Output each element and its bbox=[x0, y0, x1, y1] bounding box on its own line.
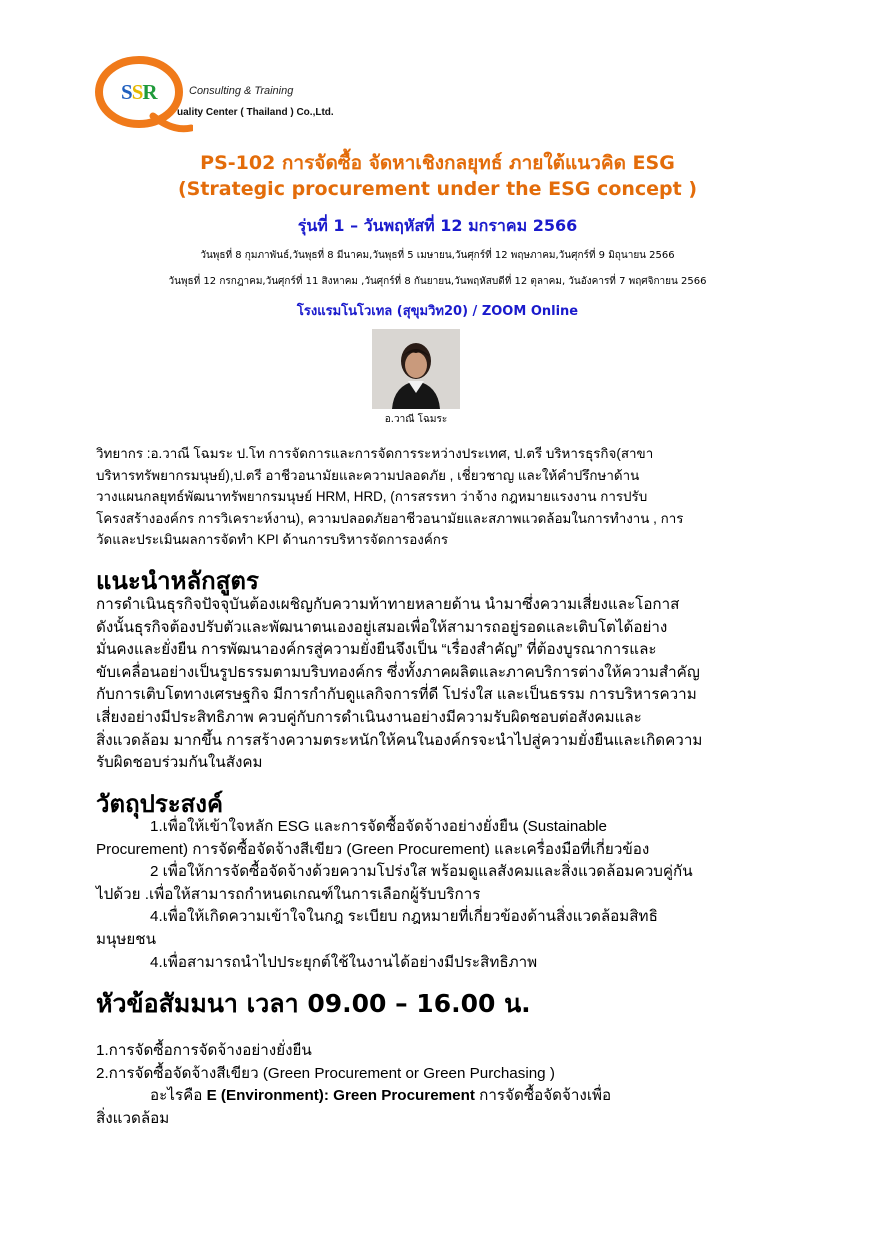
objectives-heading: วัตถุประสงค์ bbox=[96, 790, 224, 818]
topic-note-suffix: การจัดซื้อจัดจ้างเพื่อ bbox=[474, 1087, 612, 1105]
logo-tagline: Consulting & Training bbox=[189, 85, 294, 97]
objectives-list bbox=[96, 816, 796, 974]
topic-note-bold: E (Environment): Green Procurement bbox=[206, 1087, 475, 1105]
intro-line: ดังนั้นธุรกิจต้องปรับตัวและพัฒนาตนเองอยู่เสมอเพื่อให้สามารถอยู่รอดและเติบโตได้อย่าง bbox=[96, 618, 668, 636]
objective-item: 4.เพื่อสามารถนำไปประยุกต์ใช้ในงานได้อย่างมีประสิทธิภาพ bbox=[150, 953, 538, 971]
objective-item: 1.เพื่อให้เข้าใจหลัก ESG และการจัดซื้อจัดจ้างอย่างยั่งยืน (Sustainable bbox=[150, 818, 607, 835]
intro-line: มั่นคงและยั่งยืน การพัฒนาองค์กรสู่ความยั่งยืนจึงเป็น “เรื่องสำคัญ” ที่ต้องบูรณาการและ bbox=[96, 641, 657, 659]
topic-note bbox=[96, 1085, 796, 1108]
intro-line: ขับเคลื่อนอย่างเป็นรูปธรรมตามบริบทองค์กร ซึ่งทั้งภาคผลิตและภาคบริการต่างให้ความสำคัญ bbox=[96, 663, 700, 681]
intro-line: รับผิดชอบร่วมกันในสังคม bbox=[96, 754, 263, 772]
bio-line: บริหารทรัพยากรมนุษย์),ป.ตรี อาชีวอนามัยและความปลอดภัย , เชี่ยวชาญ และให้คำปรึกษาด้าน bbox=[96, 467, 640, 483]
intro-line: การดำเนินธุรกิจปัจจุบันต้องเผชิญกับความท้าทายหลายด้าน นำมาซึ่งความเสี่ยงและโอกาส bbox=[96, 596, 680, 613]
bio-line: วางแผนกลยุทธ์พัฒนาทรัพยากรมนุษย์ HRM, HRD, (การสรรหา ว่าจ้าง กฎหมายแรงงาน การปรับ bbox=[96, 489, 648, 504]
intro-line: กับการเติบโตทางเศรษฐกิจ มีการกำกับดูแลกิจการที่ดี โปร่งใส และเป็นธรรม การบริหารความ bbox=[96, 686, 697, 704]
speaker-caption: อ.วาณี โฉมระ bbox=[384, 414, 448, 425]
logo-company-name: uality Center ( Thailand ) Co.,Ltd. bbox=[177, 107, 334, 118]
course-title-en: (Strategic procurement under the ESG concept ) bbox=[177, 178, 698, 200]
company-logo bbox=[93, 54, 363, 134]
topics-list bbox=[96, 1040, 796, 1130]
session-date: รุ่นที่ 1 – วันพฤหัสที่ 12 มกราคม 2566 bbox=[297, 216, 578, 235]
objective-item: 2 เพื่อให้การจัดซื้อจัดจ้างด้วยความโปร่งใส พร้อมดูแลสังคมและสิ่งแวดล้อมควบคู่กัน bbox=[150, 863, 693, 881]
objective-item-cont: ไปด้วย .เพื่อให้สามารถกำหนดเกณฑ์ในการเลือกผู้รับบริการ bbox=[96, 885, 481, 903]
intro-paragraph bbox=[96, 594, 796, 775]
intro-line: เสี่ยงอย่างมีประสิทธิภาพ ควบคู่กับการดำเนินงานอย่างมีความรับผิดชอบต่อสังคมและ bbox=[96, 708, 642, 726]
topic-note-prefix: อะไรคือ bbox=[150, 1087, 207, 1105]
objective-item-cont: Procurement) การจัดซื้อจัดจ้างสีเขียว (Green Procurement) และเครื่องมือที่เกี่ยวข้อง bbox=[96, 840, 650, 858]
schedule-dates-line-2: วันพุธที่ 12 กรกฎาคม,วันศุกร์ที่ 11 สิงหาคม ,วันศุกร์ที่ 8 กันยายน,วันพฤหัสบดีที่ 12 ตุลาคม, วันอังคารที่ 7 พฤศจิกายน 2566 bbox=[168, 276, 707, 287]
intro-line: สิ่งแวดล้อม มากขึ้น การสร้างความตระหนักให้คนในองค์กรจะนำไปสู่ความยั่งยืนและเกิดความ bbox=[96, 731, 703, 749]
speaker-portrait-icon bbox=[372, 329, 460, 409]
intro-heading: แนะนำหลักสูตร bbox=[96, 567, 259, 595]
speaker-bio bbox=[96, 443, 796, 551]
objective-item-cont: มนุษยชน bbox=[96, 930, 156, 948]
topic-item: 2.การจัดซื้อจัดจ้างสีเขียว (Green Procurement or Green Purchasing ) bbox=[96, 1064, 555, 1082]
venue: โรงแรมโนโวเทล (สุขุมวิท20) / ZOOM Online bbox=[296, 304, 579, 319]
topic-note-cont: สิ่งแวดล้อม bbox=[96, 1109, 170, 1127]
speaker-photo bbox=[372, 329, 460, 409]
objective-item: 4.เพื่อให้เกิดความเข้าใจในกฎ ระเบียบ กฎหมายที่เกี่ยวข้องด้านสิ่งแวดล้อมสิทธิ bbox=[150, 908, 658, 926]
bio-line: โครงสร้างองค์กร การวิเคราะห์งาน), ความปลอดภัยอาชีวอนามัยและสภาพแวดล้อมในการทำงาน , การ bbox=[96, 510, 684, 526]
logo-initials: SSR bbox=[121, 80, 157, 104]
bio-line: วิทยากร :อ.วาณี โฉมระ ป.โท การจัดการและการจัดการระหว่างประเทศ, ป.ตรี บริหารธุรกิจ(สาขา bbox=[96, 446, 654, 461]
course-title-th: PS-102 การจัดซื้อ จัดหาเชิงกลยุทธ์ ภายใต้แนวคิด ESG bbox=[200, 152, 675, 174]
bio-line: วัดและประเมินผลการจัดทำ KPI ด้านการบริหารจัดการองค์กร bbox=[96, 532, 449, 547]
schedule-dates-line-1: วันพุธที่ 8 กุมภาพันธ์,วันพุธที่ 8 มีนาคม,วันพุธที่ 5 เมษายน,วันศุกร์ที่ 12 พฤษภาคม,วันศุกร์ที่ 9 มิถุนายน 2566 bbox=[200, 250, 675, 261]
topics-heading: หัวข้อสัมมนา เวลา 09.00 – 16.00 น. bbox=[96, 989, 531, 1018]
topic-item: 1.การจัดซื้อการจัดจ้างอย่างยั่งยืน bbox=[96, 1042, 312, 1059]
